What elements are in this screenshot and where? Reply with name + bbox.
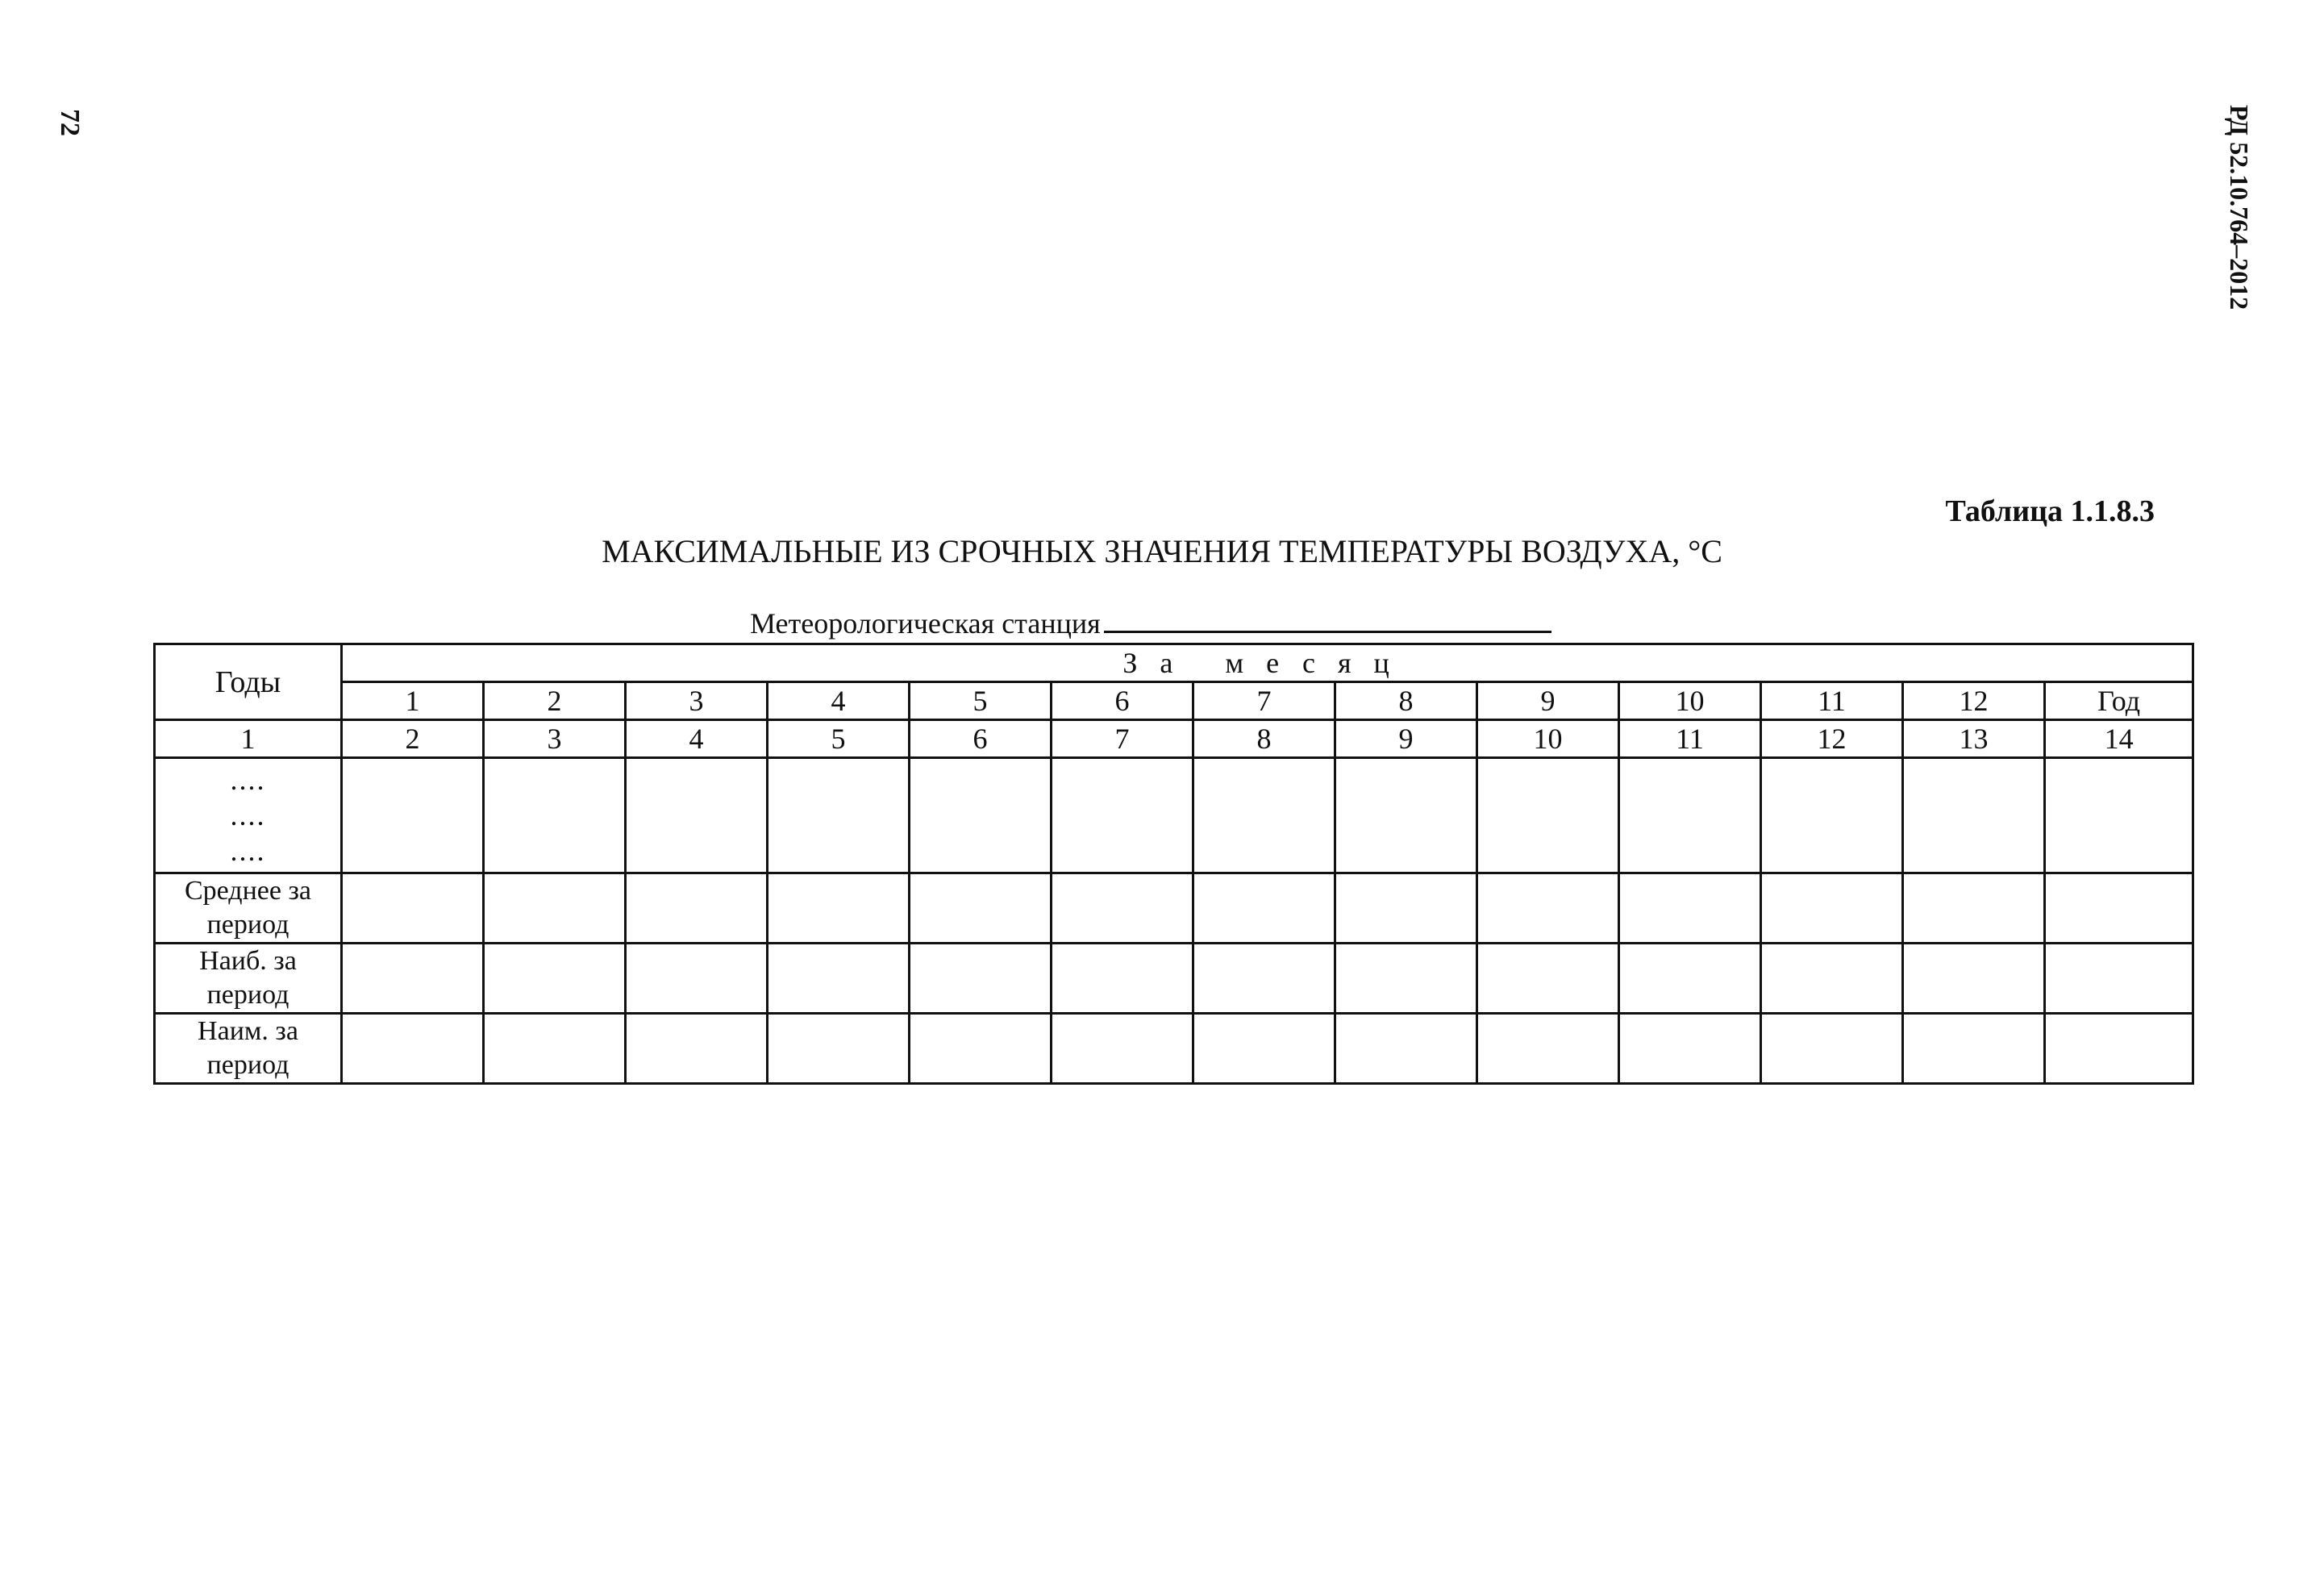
station-line bbox=[750, 606, 1551, 640]
empty-data-cell[interactable] bbox=[910, 758, 1052, 873]
empty-data-cell[interactable] bbox=[342, 873, 484, 944]
empty-data-cell[interactable] bbox=[910, 1014, 1052, 1084]
empty-data-cell[interactable] bbox=[1619, 873, 1761, 944]
empty-data-cell[interactable] bbox=[1193, 873, 1335, 944]
empty-data-cell[interactable] bbox=[768, 758, 910, 873]
month-column-header: 2 bbox=[484, 682, 626, 720]
empty-data-cell[interactable] bbox=[484, 944, 626, 1014]
month-column-header: Год bbox=[2045, 682, 2193, 720]
column-number-cell: 11 bbox=[1619, 720, 1761, 758]
empty-data-cell[interactable] bbox=[1619, 944, 1761, 1014]
years-placeholder-cell bbox=[155, 758, 342, 873]
empty-data-cell[interactable] bbox=[1335, 873, 1477, 944]
table-row-average bbox=[155, 873, 2193, 944]
empty-data-cell[interactable] bbox=[626, 1014, 768, 1084]
empty-data-cell[interactable] bbox=[1903, 1014, 2045, 1084]
month-column-header: 12 bbox=[1903, 682, 2045, 720]
empty-data-cell[interactable] bbox=[484, 758, 626, 873]
table-row-max bbox=[155, 944, 2193, 1014]
table-row-min bbox=[155, 1014, 2193, 1084]
column-number-cell: 2 bbox=[342, 720, 484, 758]
empty-data-cell[interactable] bbox=[342, 1014, 484, 1084]
row-label-min: Наим. за период bbox=[155, 1014, 342, 1084]
column-number-cell: 4 bbox=[626, 720, 768, 758]
station-label: Метеорологическая станция bbox=[750, 607, 1101, 640]
empty-data-cell[interactable] bbox=[1619, 1014, 1761, 1084]
column-number-cell: 9 bbox=[1335, 720, 1477, 758]
empty-data-cell[interactable] bbox=[1193, 944, 1335, 1014]
month-column-header: 9 bbox=[1477, 682, 1619, 720]
dots-line: .... bbox=[230, 799, 266, 831]
header-row-months bbox=[155, 682, 2193, 720]
row-label-average: Среднее за период bbox=[155, 873, 342, 944]
header-row-column-numbers bbox=[155, 720, 2193, 758]
empty-data-cell[interactable] bbox=[1193, 758, 1335, 873]
empty-data-cell[interactable] bbox=[342, 944, 484, 1014]
empty-data-cell[interactable] bbox=[342, 758, 484, 873]
empty-data-cell[interactable] bbox=[626, 944, 768, 1014]
empty-data-cell[interactable] bbox=[1052, 944, 1193, 1014]
empty-data-cell[interactable] bbox=[910, 873, 1052, 944]
empty-data-cell[interactable] bbox=[1477, 1014, 1619, 1084]
empty-data-cell[interactable] bbox=[768, 873, 910, 944]
column-number-cell: 10 bbox=[1477, 720, 1619, 758]
empty-data-cell[interactable] bbox=[1052, 1014, 1193, 1084]
years-header: Годы bbox=[155, 644, 342, 720]
temperature-table bbox=[153, 643, 2194, 1085]
column-number-cell: 13 bbox=[1903, 720, 2045, 758]
empty-data-cell[interactable] bbox=[1761, 758, 1903, 873]
month-column-header: 1 bbox=[342, 682, 484, 720]
month-column-header: 10 bbox=[1619, 682, 1761, 720]
empty-data-cell[interactable] bbox=[2045, 944, 2193, 1014]
empty-data-cell[interactable] bbox=[1477, 758, 1619, 873]
document-code: РД 52.10.764–2012 bbox=[2225, 105, 2254, 310]
month-column-header: 7 bbox=[1193, 682, 1335, 720]
table-title: МАКСИМАЛЬНЫЕ ИЗ СРОЧНЫХ ЗНАЧЕНИЯ ТЕМПЕРАТУРЫ ВОЗДУХА, °С bbox=[602, 533, 1722, 569]
month-column-header: 8 bbox=[1335, 682, 1477, 720]
empty-data-cell[interactable] bbox=[2045, 1014, 2193, 1084]
empty-data-cell[interactable] bbox=[1761, 1014, 1903, 1084]
empty-data-cell[interactable] bbox=[768, 944, 910, 1014]
empty-data-cell[interactable] bbox=[1052, 758, 1193, 873]
station-blank bbox=[1104, 606, 1551, 633]
empty-data-cell[interactable] bbox=[2045, 873, 2193, 944]
month-column-header: 5 bbox=[910, 682, 1052, 720]
empty-data-cell[interactable] bbox=[1052, 873, 1193, 944]
column-number-cell: 5 bbox=[768, 720, 910, 758]
empty-data-cell[interactable] bbox=[1903, 873, 2045, 944]
page-number: 72 bbox=[55, 109, 85, 136]
header-row-group bbox=[155, 644, 2193, 682]
empty-data-cell[interactable] bbox=[2045, 758, 2193, 873]
dots-line: .... bbox=[230, 835, 266, 867]
empty-data-cell[interactable] bbox=[1335, 1014, 1477, 1084]
empty-data-cell[interactable] bbox=[1903, 944, 2045, 1014]
empty-data-cell[interactable] bbox=[1761, 944, 1903, 1014]
empty-data-cell[interactable] bbox=[626, 873, 768, 944]
empty-data-cell[interactable] bbox=[1903, 758, 2045, 873]
column-number-cell: 8 bbox=[1193, 720, 1335, 758]
column-number-cell: 14 bbox=[2045, 720, 2193, 758]
empty-data-cell[interactable] bbox=[1477, 873, 1619, 944]
empty-data-cell[interactable] bbox=[626, 758, 768, 873]
empty-data-cell[interactable] bbox=[1193, 1014, 1335, 1084]
empty-data-cell[interactable] bbox=[768, 1014, 910, 1084]
month-column-header: 3 bbox=[626, 682, 768, 720]
empty-data-cell[interactable] bbox=[910, 944, 1052, 1014]
row-label-max: Наиб. за период bbox=[155, 944, 342, 1014]
month-column-header: 6 bbox=[1052, 682, 1193, 720]
empty-data-cell[interactable] bbox=[484, 873, 626, 944]
empty-data-cell[interactable] bbox=[1619, 758, 1761, 873]
table-number: Таблица 1.1.8.3 bbox=[1945, 494, 2155, 528]
column-number-cell: 3 bbox=[484, 720, 626, 758]
column-number-cell: 1 bbox=[155, 720, 342, 758]
empty-data-cell[interactable] bbox=[1335, 758, 1477, 873]
table-row-years bbox=[155, 758, 2193, 873]
empty-data-cell[interactable] bbox=[1761, 873, 1903, 944]
dots-line: .... bbox=[230, 764, 266, 796]
column-number-cell: 6 bbox=[910, 720, 1052, 758]
month-column-header: 4 bbox=[768, 682, 910, 720]
column-number-cell: 12 bbox=[1761, 720, 1903, 758]
empty-data-cell[interactable] bbox=[1335, 944, 1477, 1014]
month-column-header: 11 bbox=[1761, 682, 1903, 720]
month-group-header: За месяц bbox=[342, 644, 2193, 682]
column-number-cell: 7 bbox=[1052, 720, 1193, 758]
empty-data-cell[interactable] bbox=[484, 1014, 626, 1084]
empty-data-cell[interactable] bbox=[1477, 944, 1619, 1014]
